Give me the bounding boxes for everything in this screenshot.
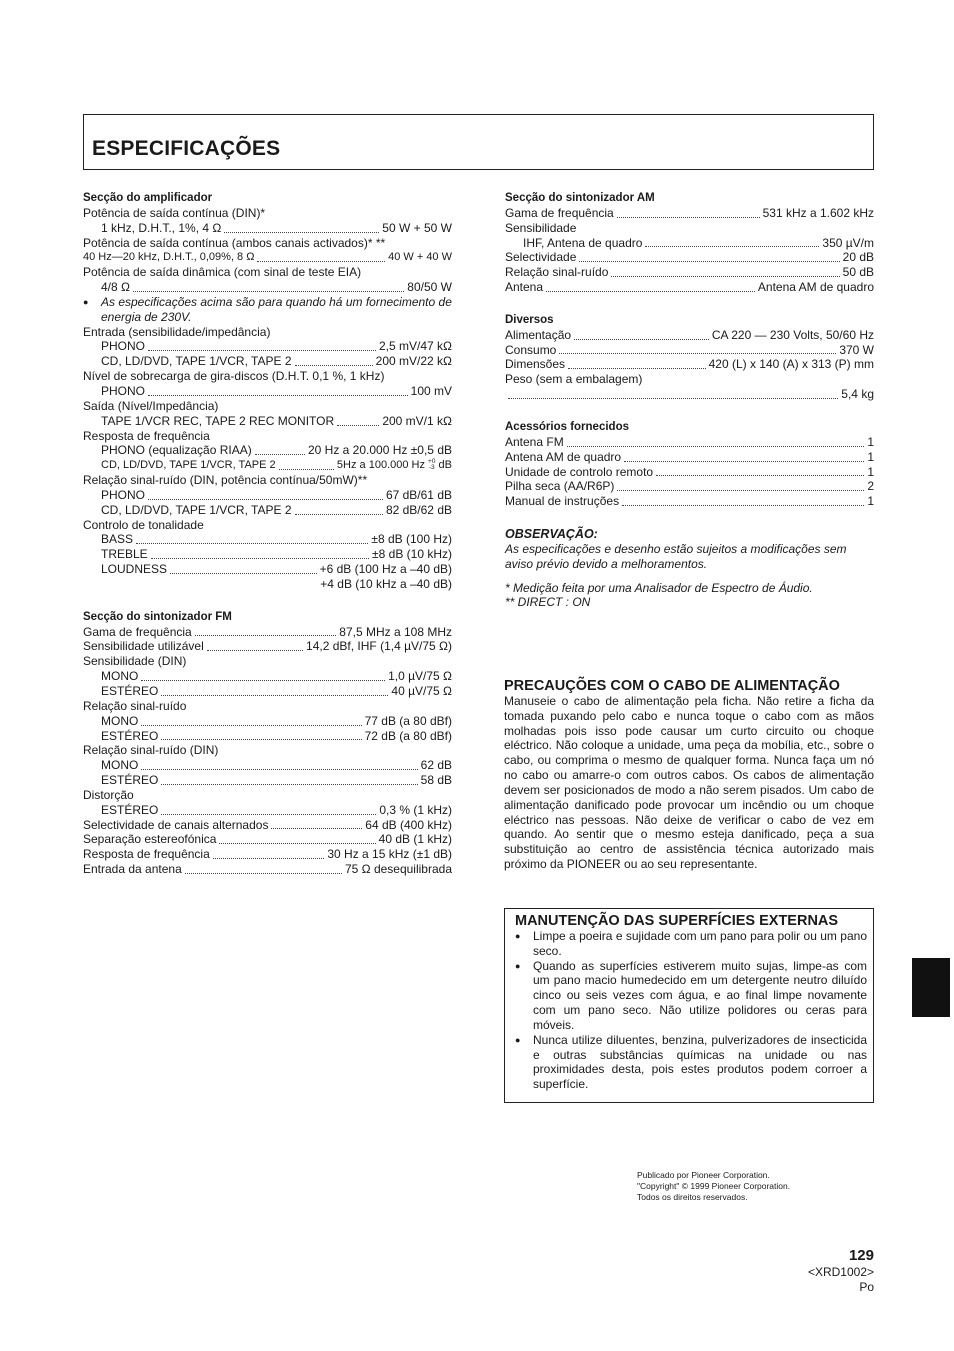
spec-line: Controlo de tonalidade: [83, 517, 204, 532]
spec-row: IHF, Antena de quadro 350 µV/m: [523, 235, 874, 250]
spec-row: Separação estereofónica 40 dB (1 kHz): [83, 832, 452, 847]
spec-row: Gama de frequência 87,5 MHz a 108 MHz: [83, 624, 452, 639]
section-tab-marker: [912, 958, 950, 1017]
precautions-text: Manuseie o cabo de alimentação pela ficha. Não retire a ficha da tomada puxando pelo cabo e nunca toque o cabo com as mãos molhadas pois isso pode causar um curto circuito ou choque eléctrico. Não coloque a unidade, uma peça da mobília, etc., sobre o cabo, ou comprima o mesmo de qualquer forma. Nunca faça um nó no cabo ou amarre-o com outros cabos. Os cabos de alimentação devem ser posicionados de modo a não serem pisados. Um cabo de alimentação danificado pode provocar um incêndio ou um choque eléctrico nas pessoas. Não deixe de verificar o cabo de vez em quando. Ao sentir que o mesmo esteja danificado, peça a sua substituição ao centro de assistência técnica autorizado mais próximo da PIONEER ou ao seu representante.: [504, 693, 874, 872]
spec-line: +4 dB (10 kHz a –40 dB): [320, 576, 452, 591]
spec-line: Peso (sem a embalagem): [505, 372, 643, 387]
spec-row: 4/8 Ω 80/50 W: [101, 280, 452, 295]
spec-line: Potência de saída contínua (ambos canais activados)* **: [83, 235, 386, 250]
right-column: [505, 191, 874, 610]
spec-row: PHONO 2,5 mV/47 kΩ: [101, 339, 452, 354]
language-code: Po: [859, 1280, 874, 1294]
left-column: [83, 191, 452, 877]
doc-code: <XRD1002>: [807, 1265, 874, 1279]
spec-row: Selectividade 20 dB: [505, 250, 874, 265]
spec-row: Dimensões 420 (L) x 140 (A) x 313 (P) mm: [505, 357, 874, 372]
misc-heading: Diversos: [505, 313, 554, 326]
publisher-info: Publicado por Pioneer Corporation. "Copyright" © 1999 Pioneer Corporation. Todos os direitos reservados.: [637, 1170, 791, 1202]
spec-row: ESTÉREO 40 µV/75 Ω: [101, 684, 452, 698]
spec-row: Relação sinal-ruído 50 dB: [505, 265, 874, 280]
amp-note: ● As especificações acima são para quando há um fornecimento de energia de 230V.: [83, 295, 452, 325]
amp-heading: Secção do amplificador: [83, 192, 213, 204]
spec-row: Unidade de controlo remoto 1: [505, 464, 874, 479]
obs-heading: OBSERVAÇÃO:: [505, 527, 598, 542]
spec-line: Sensibilidade (DIN): [83, 654, 187, 669]
spec-row: LOUDNESS +6 dB (100 Hz a –40 dB): [101, 562, 452, 577]
footnote-1: * Medição feita por uma Analisador de Espectro de Áudio.: [505, 580, 813, 595]
footnote-2: ** DIRECT : ON: [505, 595, 591, 610]
spec-row: Sensibilidade utilizável 14,2 dBf, IHF (1,4 µV/75 Ω): [83, 639, 452, 654]
spec-line: Entrada (sensibilidade/impedância): [83, 324, 271, 339]
spec-row: MONO 77 dB (a 80 dBf): [101, 713, 452, 728]
fm-heading: Secção do sintonizador FM: [83, 610, 232, 623]
spec-line: Saída (Nível/Impedância): [83, 398, 219, 413]
spec-row: CD, LD/DVD, TAPE 1/VCR, TAPE 2 200 mV/22 kΩ: [101, 354, 452, 369]
spec-row: ESTÉREO 0,3 % (1 kHz): [101, 802, 452, 817]
spec-line: Relação sinal-ruído (DIN): [83, 743, 219, 758]
spec-row: Manual de instruções 1: [505, 494, 874, 509]
spec-row: Alimentação CA 220 — 230 Volts, 50/60 Hz: [505, 327, 874, 342]
spec-row: 1 kHz, D.H.T., 1%, 4 Ω 50 W + 50 W: [101, 220, 452, 235]
spec-row: CD, LD/DVD, TAPE 1/VCR, TAPE 2 5Hz a 100.000 Hz +0 -3 dB: [101, 457, 452, 472]
obs-text: As especificações e desenho estão sujeitos a modificações sem aviso prévio devido a melhoramentos.: [505, 541, 847, 571]
spec-row: MONO 1,0 µV/75 Ω: [101, 669, 452, 684]
maintenance-box: [504, 908, 874, 1103]
page-number: 129: [848, 1247, 874, 1264]
spec-row: PHONO 100 mV: [101, 383, 452, 398]
spec-line: Nível de sobrecarga de gira-discos (D.H.T. 0,1 %, 1 kHz): [83, 369, 385, 384]
precautions-section: [504, 679, 874, 872]
spec-line: Resposta de frequência: [83, 428, 210, 443]
spec-row: Antena FM 1: [505, 434, 874, 449]
spec-line: Potência de saída contínua (DIN)*: [83, 205, 266, 220]
spec-row: MONO 62 dB: [101, 758, 452, 773]
maintenance-bullet: ● Nunca utilize diluentes, benzina, pulverizadores de insecticida e outras substâncias químicas na unidade ou nas proximidades desta, pois estes produtos podem corroer a superfície.: [511, 1033, 867, 1092]
spec-row: 5,4 kg: [505, 387, 874, 402]
spec-row: CD, LD/DVD, TAPE 1/VCR, TAPE 2 82 dB/62 dB: [101, 502, 452, 517]
spec-row: ESTÉREO 58 dB: [101, 773, 452, 788]
spec-row: Resposta de frequência 30 Hz a 15 kHz (±1 dB): [83, 847, 452, 862]
spec-row: Gama de frequência 531 kHz a 1.602 kHz: [505, 205, 874, 220]
spec-row: PHONO 67 dB/61 dB: [101, 487, 452, 502]
spec-row: Antena Antena AM de quadro: [505, 280, 874, 295]
spec-line: Sensibilidade: [505, 220, 577, 235]
spec-line: Potência de saída dinâmica (com sinal de teste EIA): [83, 265, 362, 280]
spec-row: 40 Hz—20 kHz, D.H.T., 0,09%, 8 Ω 40 W + 40 W: [83, 251, 452, 264]
acc-heading: Acessórios fornecidos: [505, 420, 629, 433]
precautions-heading: PRECAUÇÕES COM O CABO DE ALIMENTAÇÃO: [504, 678, 840, 694]
spec-row: TREBLE ±8 dB (10 kHz): [101, 547, 452, 562]
title-box: [83, 114, 874, 170]
spec-line: Distorção: [83, 787, 134, 802]
maintenance-bullet: ● Limpe a poeira e sujidade com um pano para polir ou um pano seco.: [511, 929, 867, 959]
maintenance-heading: MANUTENÇÃO DAS SUPERFÍCIES EXTERNAS: [515, 913, 839, 929]
spec-row: ESTÉREO 72 dB (a 80 dBf): [101, 728, 452, 743]
spec-line: Relação sinal-ruído (DIN, potência contínua/50mW)**: [83, 473, 368, 488]
page-info: [808, 1247, 874, 1295]
maintenance-bullet: ● Quando as superfícies estiverem muito sujas, limpe-as com um pano macio humedecido em um detergente neutro diluído cinco ou seis vezes com água, e ao final limpe novamente com um pano seco. Não utilize polidores ou ceras para móveis.: [511, 959, 867, 1033]
spec-row: Pilha seca (AA/R6P) 2: [505, 479, 874, 494]
spec-line: Relação sinal-ruído: [83, 698, 187, 713]
spec-row: TAPE 1/VCR REC, TAPE 2 REC MONITOR 200 mV/1 kΩ: [101, 413, 452, 428]
spec-row: Consumo 370 W: [505, 342, 874, 357]
page-title: ESPECIFICAÇÕES: [92, 137, 281, 160]
spec-row: BASS ±8 dB (100 Hz): [101, 532, 452, 547]
spec-row: Entrada da antena 75 Ω desequilibrada: [83, 862, 452, 877]
spec-row: Antena AM de quadro 1: [505, 449, 874, 464]
am-heading: Secção do sintonizador AM: [505, 192, 655, 204]
spec-row: Selectividade de canais alternados 64 dB (400 kHz): [83, 817, 452, 832]
spec-row: PHONO (equalização RIAA) 20 Hz a 20.000 Hz ±0,5 dB: [101, 443, 452, 458]
